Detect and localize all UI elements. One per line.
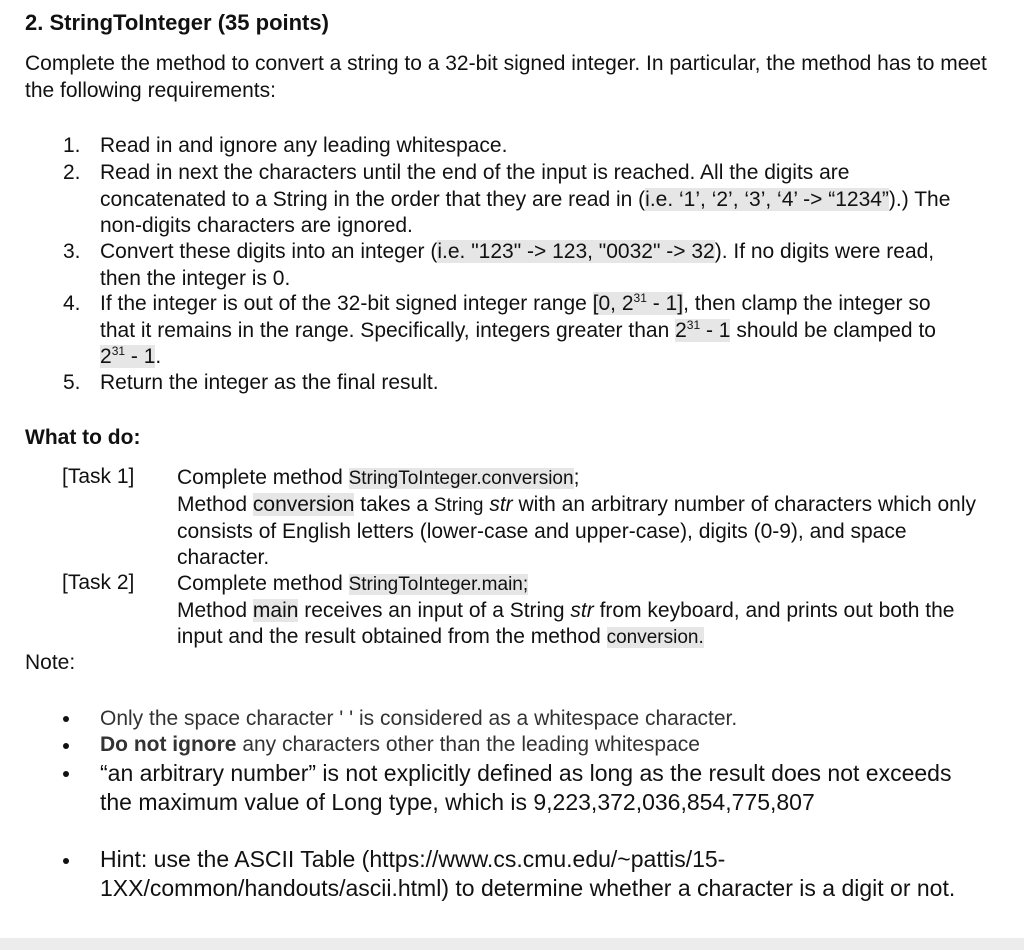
requirement-example: i.e. "123" -> 123, "0032" -> 32	[437, 240, 715, 263]
task-label: [Task 2]	[62, 571, 135, 594]
requirement-text: Return the integer as the final result.	[100, 371, 439, 394]
clamp-expression: $2^{31} - 1$	[100, 344, 156, 368]
requirement-text: Read in and ignore any leading whitespace.	[100, 134, 508, 157]
requirement-example: i.e. ‘1’, ‘2’, ‘3’, ‘4’ -> “1234”	[645, 187, 889, 211]
task-label: [Task 1]	[62, 465, 135, 488]
requirement-number: 4.	[63, 292, 81, 315]
code-reference: conversion	[252, 493, 355, 516]
bullet-icon	[63, 858, 69, 864]
requirement-text: , then clamp the integer so that it remains in the range. Specifically, integers greater than	[100, 292, 931, 342]
requirement-number: 1.	[63, 134, 81, 157]
requirement-text: Read in next the characters until the end of the input is reached. All the digits are concatenated to a String in the order that they are read in (	[100, 161, 850, 211]
range-expression: [0, $2^{31} - 1$]	[592, 291, 684, 315]
requirement-item	[63, 133, 960, 160]
code-reference: StringToInteger.conversion	[348, 468, 574, 489]
note-item: Hint: use the ASCII Table (https://www.cs.cmu.edu/~pattis/15-1XX/common/handouts/ascii.html) to determine whether a character is a digit or not.	[100, 846, 956, 901]
note-heading: Note:	[25, 651, 76, 674]
bullet-icon	[63, 771, 69, 777]
note-item: Only the space character ' ' is considered as a whitespace character.	[100, 707, 738, 730]
requirement-text: ). If no digits were read, then the integer is 0.	[100, 240, 935, 290]
requirement-text: ).) The non-digits characters are ignored.	[100, 187, 951, 237]
requirement-item	[63, 239, 960, 292]
task-description: Complete method StringToInteger.conversion; Method conversion takes a String str with an arbitrary number of characters which only consists of English letters (lower-case and upper-case), digits (0-9), and space character.	[177, 466, 977, 569]
code-reference: main	[252, 599, 299, 622]
requirement-item: 4. If the integer is out of the 32-bit signed integer range [0, $2^{31} - 1$], then clamp the integer so that it remains in the range. Specifically, integers greater than $2^{31} - 1$ should be clamped to $2^{31} - 1$.	[63, 291, 936, 368]
page-bottom-edge	[0, 938, 1024, 950]
note-item: Do not ignore any characters other than the leading whitespace	[100, 733, 700, 756]
code-reference: StringToInteger.main;	[348, 574, 529, 595]
code-reference: conversion.	[606, 627, 704, 648]
what-to-do-heading: What to do:	[25, 426, 141, 449]
requirement-number: 2.	[63, 161, 81, 184]
requirement-item	[63, 370, 960, 397]
requirement-item	[63, 160, 960, 240]
requirement-text: Convert these digits into an integer (	[100, 240, 438, 263]
bullet-icon	[63, 743, 69, 749]
bullet-icon	[63, 716, 69, 722]
note-item: “an arbitrary number” is not explicitly defined as long as the result does not exceeds the maximum value of Long type, which is 9,223,372,036,854,775,807	[100, 760, 952, 815]
requirement-text: should be clamped to	[730, 318, 936, 342]
section-heading: 2. StringToInteger (35 points)	[25, 10, 329, 35]
intro-paragraph: Complete the method to convert a string to a 32-bit signed integer. In particular, the method has to meet the following requirements:	[25, 52, 987, 102]
requirement-number: 3.	[63, 240, 81, 263]
requirement-number: 5.	[63, 371, 81, 394]
max-expression: $2^{31} - 1$	[675, 317, 731, 342]
task-description: Complete method StringToInteger.main; Method main receives an input of a String str from keyboard, and prints out both the input and the result obtained from the method conversion.	[177, 572, 955, 648]
requirement-text: If the integer is out of the 32-bit signed integer range	[100, 292, 593, 315]
